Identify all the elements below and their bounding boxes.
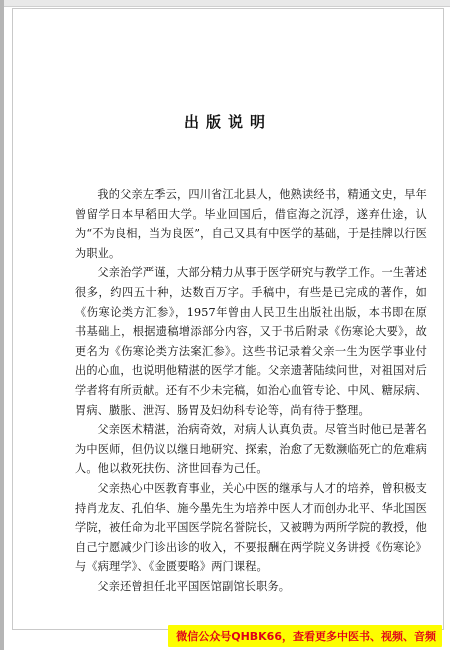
paragraph-5: 父亲还曾担任北平国医馆副馆长职务。 — [97, 579, 291, 593]
document-page — [12, 8, 444, 630]
paragraph-3: 父亲医术精湛，治病奇效，对病人认真负责。尽管当时他已是著名为中医师，但仍议以继日地研究、探索，治愈了无数濒临死亡的危难病人。他以救死扶伤、济世回春为己任。 — [75, 423, 427, 476]
body-text — [75, 185, 427, 596]
paragraph-4: 父亲热心中医教育事业，关心中医的继承与人才的培养，曾积极支持肖龙友、孔伯华、施今墨先生为培养中医人才而创办北平、华北国医学院，被任命为北平国医学院名誉院长，又被聘为两所学院的教授，他自己宁愿减少门诊出诊的收入，不要报酬在两学院义务讲授《伤寒论》与《病理学》、《金匮要略》两门课程。 — [75, 481, 427, 574]
page-title: 出版说明 — [183, 113, 272, 131]
viewer-top-bar — [0, 0, 450, 7]
watermark-banner: 微信公众号QHBK66，查看更多中医书、视频、音频 — [168, 625, 442, 647]
paragraph-2: 父亲治学严谨，大部分精力从事于医学研究与教学工作。一生著述很多，约四五十种，达数百万字。手稿中，有些是已完成的著作，如《伤寒论类方汇参》，1957年曾由人民卫生出版社出版，本书即在原书基础上，根据遗稿增添部分内容，又于书后附录《伤寒论大要》，故更名为《伤寒论类方法案汇参》。这些书记录着父亲一生为医学事业付出的心血，也说明他精湛的医学才能。父亲遗著陆续问世，对祖国对后学者将有所贡献。还有不少未完稿，如治心血管专论、中风、糖尿病、胃病、臌胀、泄泻、肠胃及妇幼科专论等，尚有待于整理。 — [75, 266, 427, 417]
viewer-left-border — [0, 0, 4, 650]
paragraph-1: 我的父亲左季云，四川省江北县人，他熟读经书，精通文史，早年曾留学日本早稻田大学。毕业回国后，借宦海之沉浮，遂弃仕途，认为“不为良相，当为良医”，自己又具有中医学的基础，于是挂牌以行医为职业。 — [75, 188, 427, 260]
